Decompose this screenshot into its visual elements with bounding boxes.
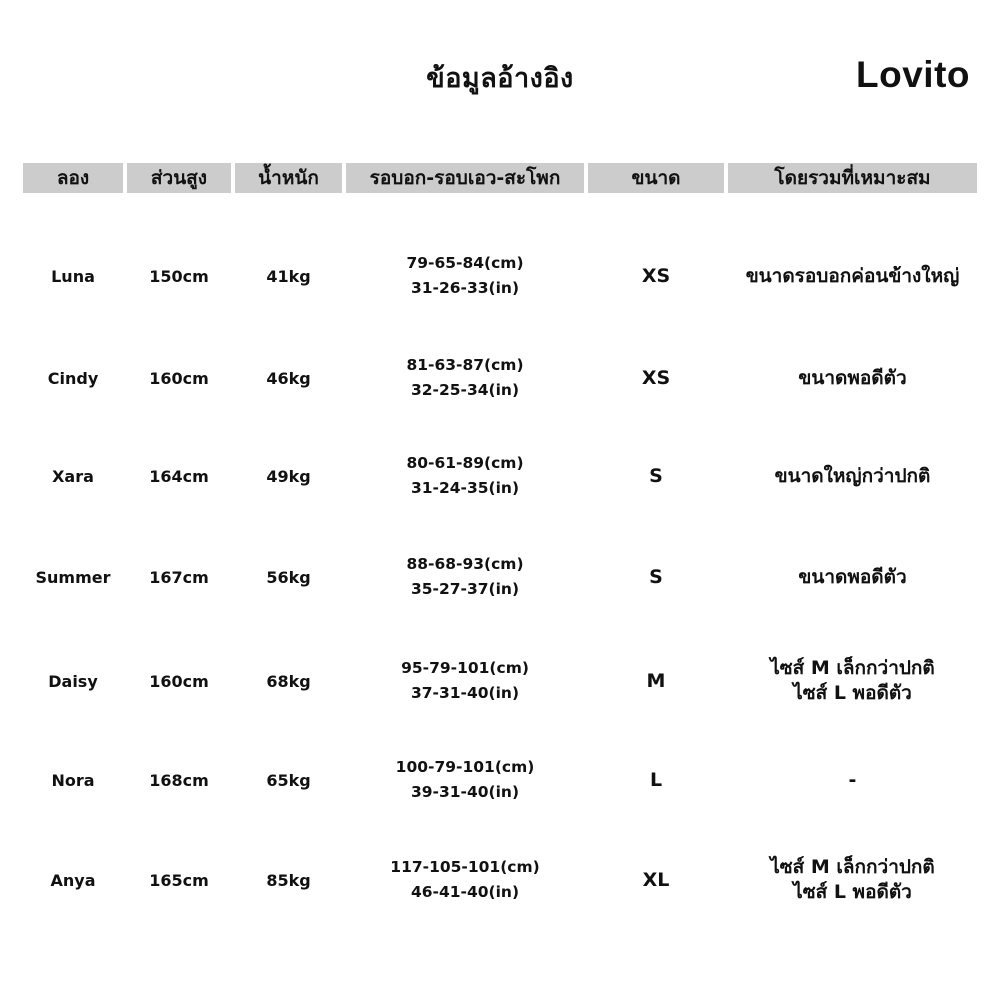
model-size: M xyxy=(646,670,666,692)
model-height: 160cm xyxy=(149,671,209,691)
model-name: Anya xyxy=(50,870,96,890)
table-header xyxy=(0,163,1000,193)
page-title: ข้อมูลอ้างอิง xyxy=(426,63,574,94)
measurements-cm: 100-79-101(cm) xyxy=(395,758,535,776)
model-name: Xara xyxy=(52,466,94,486)
model-fit xyxy=(728,750,977,810)
model-height: 150cm xyxy=(149,266,209,286)
measurements-in: 31-24-35(in) xyxy=(410,479,520,497)
measurements-in: 39-31-40(in) xyxy=(410,783,520,801)
model-weight: 56kg xyxy=(266,567,311,587)
fit-line-1: ไซส์ M เล็กกว่าปกติ xyxy=(770,856,935,878)
measurements-cm: 88-68-93(cm) xyxy=(406,555,524,573)
model-measurements xyxy=(346,547,584,607)
model-measurements xyxy=(346,446,584,506)
table-row xyxy=(0,446,1000,506)
model-measurements xyxy=(346,651,584,711)
measurements-in: 37-31-40(in) xyxy=(410,684,520,702)
model-height: 164cm xyxy=(149,466,209,486)
model-weight: 49kg xyxy=(266,466,311,486)
model-size: L xyxy=(649,769,663,791)
model-name: Cindy xyxy=(47,368,99,388)
header-overall-fit: โดยรวมที่เหมาะสม xyxy=(728,163,977,193)
header-weight: น้ำหนัก xyxy=(235,163,342,193)
model-name: Summer xyxy=(35,567,111,587)
measurements-cm: 95-79-101(cm) xyxy=(401,659,529,677)
model-fit xyxy=(728,547,977,607)
model-name: Nora xyxy=(51,770,95,790)
fit-line-2: ไซส์ L พอดีตัว xyxy=(793,881,912,903)
model-weight: 46kg xyxy=(266,368,311,388)
measurements-in: 32-25-34(in) xyxy=(410,381,520,399)
header-measurements: รอบอก-รอบเอว-สะโพก xyxy=(346,163,584,193)
model-fit xyxy=(728,348,977,408)
fit-line-1: ขนาดพอดีตัว xyxy=(798,366,907,389)
header-height: ส่วนสูง xyxy=(127,163,231,193)
model-weight: 41kg xyxy=(266,266,311,286)
model-name: Luna xyxy=(51,266,95,286)
measurements-in: 31-26-33(in) xyxy=(410,279,520,297)
model-height: 168cm xyxy=(149,770,209,790)
model-name: Daisy xyxy=(48,671,98,691)
model-size: XL xyxy=(642,869,670,891)
fit-line-1: ขนาดใหญ่กว่าปกติ xyxy=(774,464,931,487)
model-height: 160cm xyxy=(149,368,209,388)
measurements-cm: 80-61-89(cm) xyxy=(406,454,524,472)
model-fit xyxy=(728,246,977,306)
brand-logo: Lovito xyxy=(856,54,970,95)
model-weight: 65kg xyxy=(266,770,311,790)
model-measurements xyxy=(346,750,584,810)
model-height: 165cm xyxy=(149,870,209,890)
model-measurements xyxy=(346,348,584,408)
fit-line-1: ขนาดพอดีตัว xyxy=(798,565,907,588)
fit-line-1: ไซส์ M เล็กกว่าปกติ xyxy=(770,657,935,679)
table-row xyxy=(0,850,1000,910)
model-size: S xyxy=(649,566,663,588)
fit-line-1: ขนาดรอบอกค่อนข้างใหญ่ xyxy=(745,264,960,287)
measurements-cm: 81-63-87(cm) xyxy=(406,356,524,374)
model-measurements xyxy=(346,850,584,910)
model-weight: 85kg xyxy=(266,870,311,890)
table-row xyxy=(0,651,1000,711)
measurements-cm: 117-105-101(cm) xyxy=(390,858,540,876)
table-row xyxy=(0,547,1000,607)
fit-line-1: - xyxy=(848,768,857,791)
model-size: XS xyxy=(641,265,671,287)
header-model: ลอง xyxy=(23,163,123,193)
table-row xyxy=(0,348,1000,408)
measurements-in: 46-41-40(in) xyxy=(410,883,520,901)
measurements-in: 35-27-37(in) xyxy=(410,580,520,598)
model-fit xyxy=(728,446,977,506)
model-measurements xyxy=(346,246,584,306)
table-row xyxy=(0,246,1000,306)
model-height: 167cm xyxy=(149,567,209,587)
fit-line-2: ไซส์ L พอดีตัว xyxy=(793,682,912,704)
model-fit xyxy=(728,651,977,711)
model-fit xyxy=(728,850,977,910)
model-size: XS xyxy=(641,367,671,389)
table-row xyxy=(0,750,1000,810)
model-size: S xyxy=(649,465,663,487)
model-weight: 68kg xyxy=(266,671,311,691)
header-size: ขนาด xyxy=(588,163,724,193)
measurements-cm: 79-65-84(cm) xyxy=(406,254,524,272)
